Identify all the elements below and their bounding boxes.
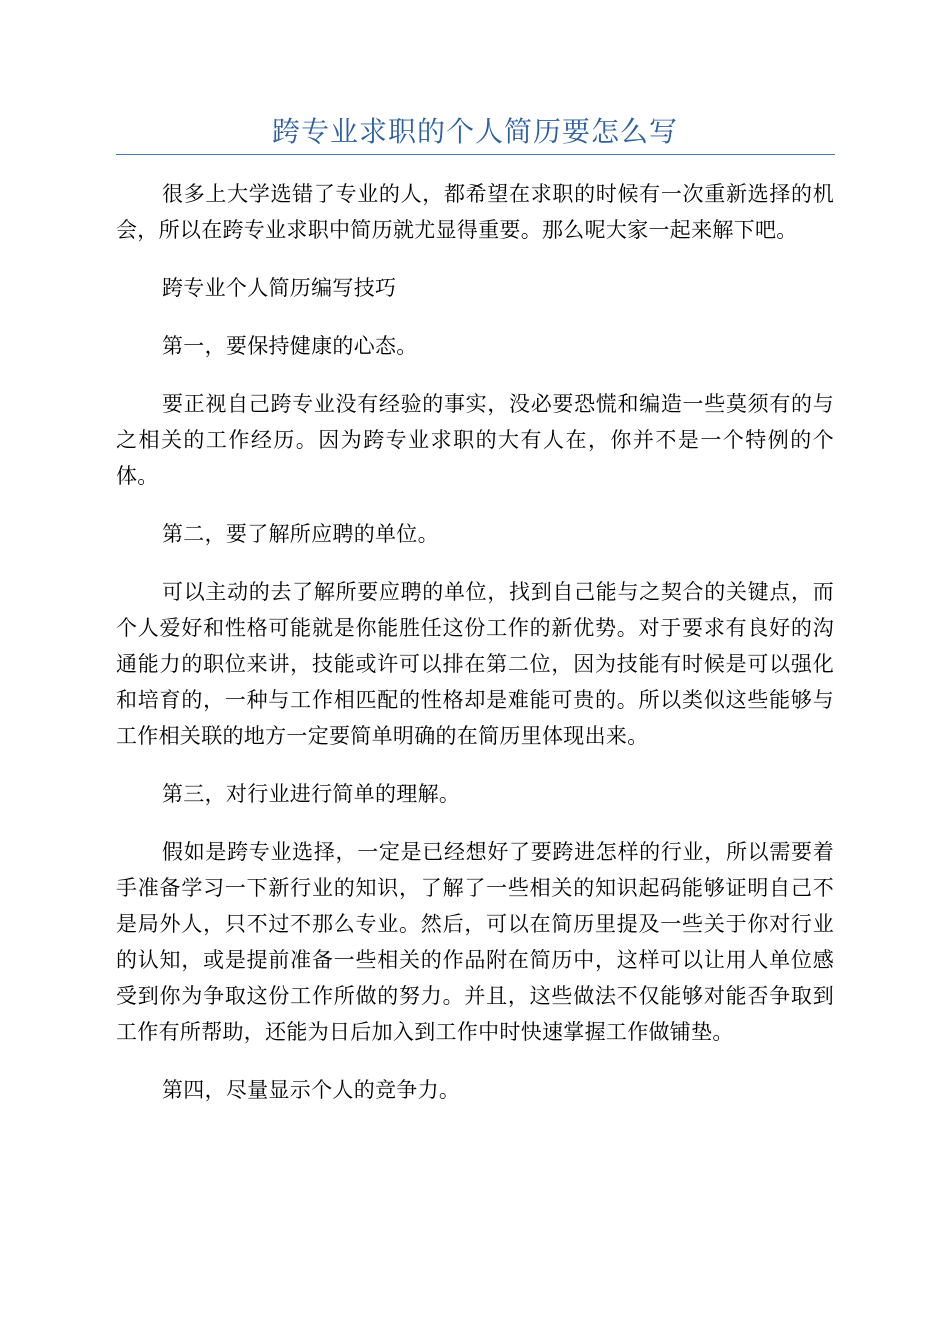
point-heading-2: 第二，要了解所应聘的单位。 [162,522,439,546]
point-heading-3: 第三，对行业进行简单的理解。 [162,782,461,806]
point-body-2: 可以主动的去了解所要应聘的单位，找到自己能与之契合的关键点，而个人爱好和性格可能就是你能胜任这份工作的新优势。对于要求有良好的沟通能力的职位来讲，技能或许可以排在第二位，因为技能有时候是可以强化和培育的，一种与工作相匹配的性格却是难能可贵的。所以类似这些能够与工作相关联的地方一定要简单明确的在简历里体现出来。 [116,580,834,748]
title-underline [116,154,835,155]
document-body [116,176,834,1108]
section-heading: 跨专业个人简历编写技巧 [162,276,397,300]
document-title: 跨专业求职的个人简历要怎么写 [271,115,678,148]
point-heading-4: 第四，尽量显示个人的竞争力。 [162,1078,461,1102]
point-heading-1: 第一，要保持健康的心态。 [162,334,418,358]
point-body-3: 假如是跨专业选择，一定是已经想好了要跨进怎样的行业，所以需要着手准备学习一下新行业的知识，了解了一些相关的知识起码能够证明自己不是局外人，只不过不那么专业。然后，可以在简历里提及一些关于你对行业的认知，或是提前准备一些相关的作品附在简历中，这样可以让用人单位感受到你为争取这份工作所做的努力。并且，这些做法不仅能够对能否争取到工作有所帮助，还能为日后加入到工作中时快速掌握工作做铺垫。 [116,840,834,1044]
point-body-1: 要正视自己跨专业没有经验的事实，没必要恐慌和编造一些莫须有的与之相关的工作经历。因为跨专业求职的大有人在，你并不是一个特例的个体。 [116,392,834,488]
intro-paragraph: 很多上大学选错了专业的人，都希望在求职的时候有一次重新选择的机会，所以在跨专业求职中简历就尤显得重要。那么呢大家一起来解下吧。 [116,182,834,242]
